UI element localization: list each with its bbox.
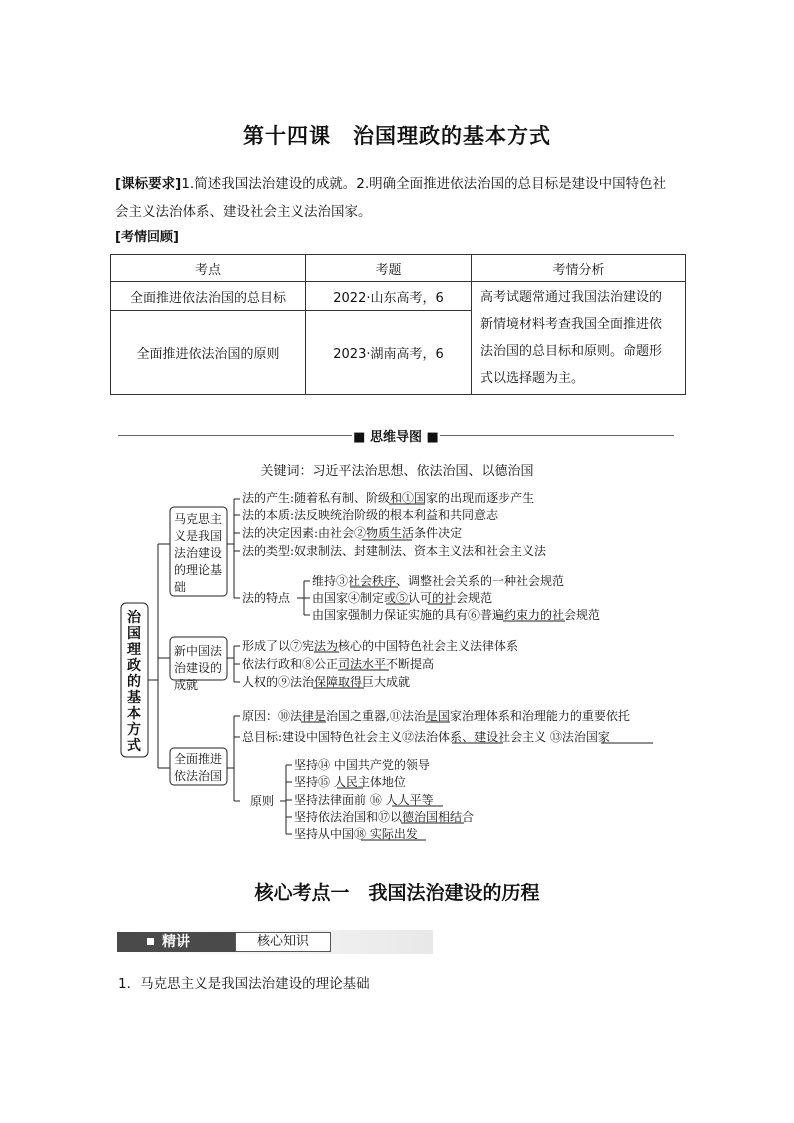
branch3-label-line: 依法治国 [174, 769, 223, 783]
branch2-label-line: 新中国法 [174, 644, 223, 658]
law-types-item: 法的类型:奴隶制法、封建制法、资本主义法和社会主义法 [242, 544, 547, 558]
law-feature-item: 维持③社会秩序、调整社会关系的一种社会规范 [312, 574, 565, 588]
root-char: 理 [127, 642, 141, 658]
table-header: 考点 [111, 255, 306, 282]
law-features-label: 法的特点 [242, 591, 291, 605]
table-header: 考情分析 [472, 255, 686, 282]
achievement-item: 人权的⑨法治保障取得巨大成就 [242, 675, 411, 689]
point-1-heading: 1．马克思主义是我国法治建设的理论基础 [118, 976, 370, 992]
law-feature-item: 由国家④制定或⑤认可的社会规范 [312, 591, 493, 605]
branch2-connector [227, 646, 240, 682]
branch1-connector [227, 499, 240, 598]
branch2-label-line: 治建设的 [174, 661, 223, 675]
branch1-label-line: 的理论基 [174, 563, 223, 577]
jingjiang-label-box [117, 932, 235, 952]
principle-label: 原则 [250, 794, 275, 808]
table-header: 考题 [306, 255, 472, 282]
exam-review-label: [考情回顾] [115, 230, 179, 245]
curriculum-line-2: 会主义法治体系、建设社会主义法治国家。 [115, 204, 372, 220]
curriculum-tag: [课标要求] [115, 176, 182, 192]
root-char: 的 [127, 674, 141, 690]
law-essence-item: 法的本质:法反映统治阶级的根本利益和共同意志 [242, 508, 499, 522]
root-char: 政 [127, 658, 141, 674]
root-char: 式 [127, 738, 141, 754]
analysis-line: 新情境材料考查我国全面推进依 [480, 317, 663, 332]
table-cell: 全面推进依法治国的总目标 [111, 282, 306, 311]
core-knowledge-tab: 核心知识 [235, 932, 331, 952]
root-char: 本 [127, 706, 141, 722]
branch3-connector [227, 716, 240, 801]
table-cell: 全面推进依法治国的原则 [111, 311, 306, 395]
mind-map-title-text: 思维导图 [369, 430, 422, 445]
table-cell: 2023·湖南高考，6 [306, 311, 472, 395]
principle-item: 坚持从中国⑱ 实际出发 [294, 827, 418, 841]
achievement-item: 形成了以⑦宪法为核心的中国特色社会主义法律体系 [242, 639, 519, 653]
branch1-label-line: 础 [174, 580, 187, 594]
branch2-label-line: 成就 [174, 678, 199, 692]
principle-item: 坚持⑭ 中国共产党的领导 [294, 758, 430, 772]
principle-item: 坚持依法治国和⑰以德治国相结合 [294, 810, 475, 824]
analysis-line: 式以选择题为主。 [480, 371, 585, 386]
mind-map-title: ■ 思维导图 ■ [353, 430, 439, 445]
branch1-label-line: 法治建设 [174, 546, 223, 560]
analysis-line: 法治国的总目标和原则。命题形 [480, 344, 663, 359]
principle-item: 坚持法律面前 ⑯ 人人平等 [294, 793, 434, 807]
trunk-connector [148, 544, 170, 768]
root-char: 方 [127, 722, 141, 738]
principles-connector [280, 765, 292, 834]
branch3-label-line: 全面推进 [174, 752, 223, 766]
root-char: 基 [127, 690, 141, 706]
root-char: 国 [127, 626, 141, 642]
law-origin-item: 法的产生:随着私有制、阶级和①国家的出现而逐步产生 [242, 491, 535, 505]
law-determinant-item: 法的决定因素:由社会②物质生活条件决定 [242, 526, 463, 540]
jingjiang-bar [117, 930, 433, 954]
mind-map-keywords: 关键词：习近平法治思想、依法治国、以德治国 [260, 464, 534, 479]
branch1-label-line: 马克思主 [174, 512, 223, 526]
table-cell: 2022·山东高考，6 [306, 282, 472, 311]
goal-item: 总目标:建设中国特色社会主义⑫法治体系、建设社会主义 ⑬法治国家 [242, 730, 610, 744]
square-icon [147, 938, 154, 945]
features-connector [297, 581, 310, 615]
principle-item: 坚持⑮ 人民主体地位 [294, 775, 406, 789]
lesson-title: 第十四课 治国理政的基本方式 [243, 124, 551, 148]
analysis-line: 高考试题常通过我国法治建设的 [480, 290, 663, 305]
jingjiang-label: 精讲 [162, 934, 190, 950]
reason-item: 原因：⑩法律是治国之重器,⑪法治是国家治理体系和治理能力的重要依托 [242, 709, 630, 723]
curriculum-text-1: 1.简述我国法治建设的成就。2.明确全面推进依法治国的总目标是建设中国特色社 [181, 176, 667, 192]
law-feature-item: 由国家强制力保证实施的具有⑥普遍约束力的社会规范 [312, 608, 601, 622]
root-char: 治 [127, 610, 141, 626]
branch1-label-line: 义是我国 [174, 529, 223, 543]
section-title: 核心考点一 我国法治建设的历程 [254, 882, 540, 904]
achievement-item: 依法行政和⑧公正司法水平不断提高 [242, 657, 435, 671]
